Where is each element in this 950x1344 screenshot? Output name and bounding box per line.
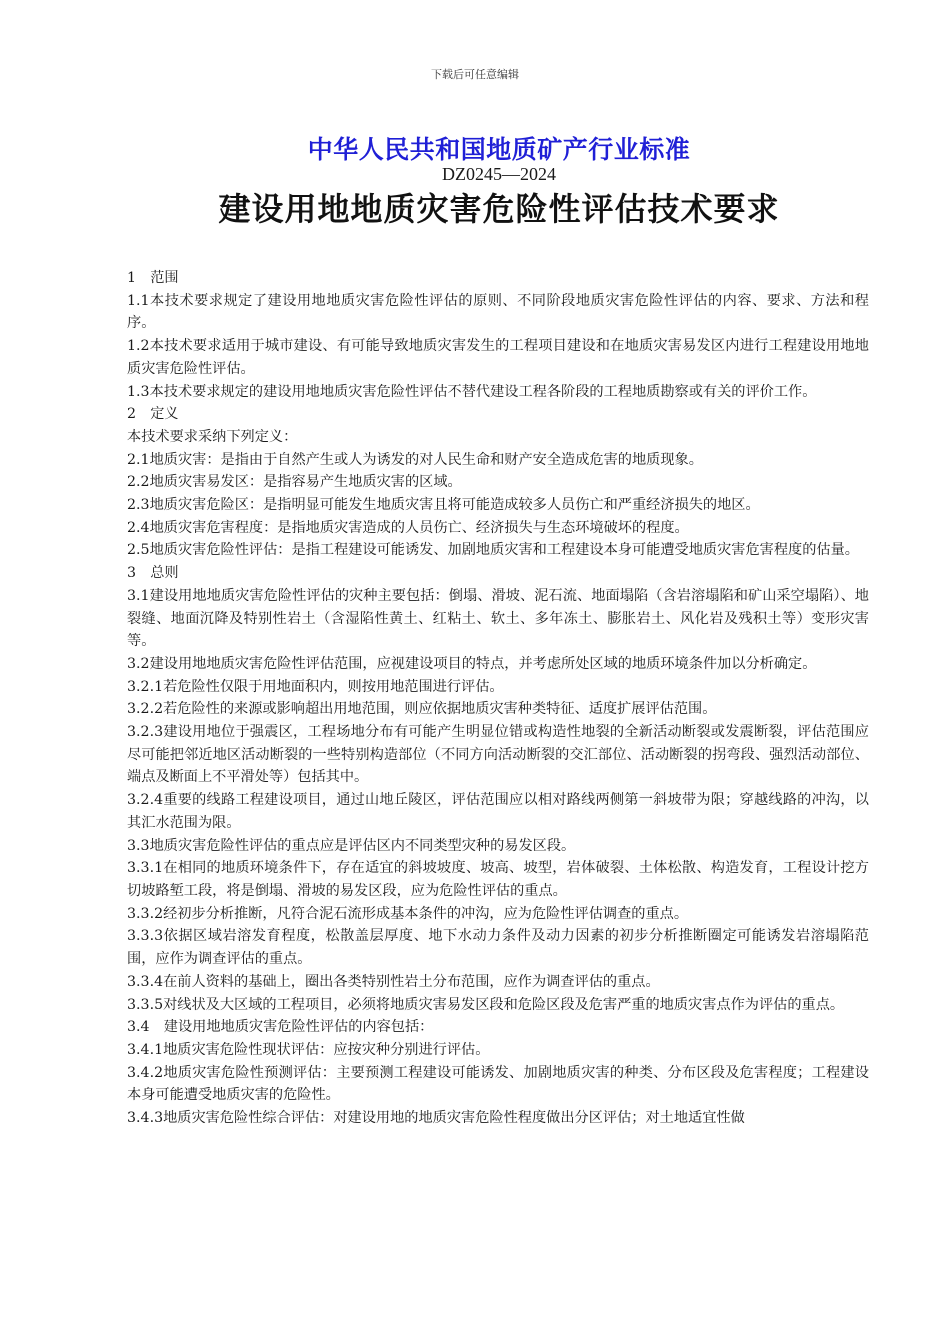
standard-code: DZ0245—2024 xyxy=(442,164,556,184)
paragraph: 本技术要求采纳下列定义： xyxy=(127,428,298,445)
paragraph: 3.1建设用地地质灾害危险性评估的灾种主要包括：倒塌、滑坡、泥石流、地面塌陷（含岩溶塌陷和矿山采空塌陷）、地裂缝、地面沉降及特别性岩土（含湿陷性黄土、红粘土、软土、多年冻土、膨胀岩土、风化岩及残积土等）变形灾害等。 xyxy=(127,587,869,650)
paragraph: 1.3本技术要求规定的建设用地地质灾害危险性评估不替代建设工程各阶段的工程地质勘察或有关的评价工作。 xyxy=(127,383,817,400)
paragraph: 3.2.3建设用地位于强震区，工程场地分布有可能产生明显位错或构造性地裂的全新活动断裂或发震断裂，评估范围应尽可能把邻近地区活动断裂的一些特别构造部位（不同方向活动断裂的交汇部位、活动断裂的拐弯段、强烈活动部位、端点及断面上不平滑处等）包括其中。 xyxy=(127,724,869,786)
paragraph: 3.2建设用地地质灾害危险性评估范围，应视建设项目的特点，并考虑所处区域的地质环境条件加以分析确定。 xyxy=(127,655,817,672)
paragraph: 3.2.2若危险性的来源或影响超出用地范围，则应依据地质灾害种类特征、适度扩展评估范围。 xyxy=(127,701,717,718)
paragraph: 1.2本技术要求适用于城市建设、有可能导致地质灾害发生的工程项目建设和在地质灾害易发区内进行工程建设用地地质灾害危险性评估。 xyxy=(127,338,869,377)
paragraph: 2.4地质灾害危害程度：是指地质灾害造成的人员伤亡、经济损失与生态环境破坏的程度。 xyxy=(127,519,689,536)
document-title: 建设用地地质灾害危险性评估技术要求 xyxy=(218,190,780,228)
paragraph: 3.3.5对线状及大区域的工程项目，必须将地质灾害易发区段和危险区段及危害严重的地质灾害点作为评估的重点。 xyxy=(127,996,845,1013)
paragraph: 3.2.4重要的线路工程建设项目，通过山地丘陵区，评估范围应以相对路线两侧第一斜坡带为限；穿越线路的冲沟，以其汇水范围为限。 xyxy=(127,792,869,831)
paragraph: 3.3地质灾害危险性评估的重点应是评估区内不同类型灾种的易发区段。 xyxy=(127,837,576,854)
paragraph: 2.1地质灾害：是指由于自然产生或人为诱发的对人民生命和财产安全造成危害的地质现象。 xyxy=(127,451,703,468)
paragraph: 3.2.1若危险性仅限于用地面积内，则按用地范围进行评估。 xyxy=(127,678,504,695)
paragraph: 2.5地质灾害危险性评估：是指工程建设可能诱发、加剧地质灾害和工程建设本身可能遭受地质灾害危害程度的估量。 xyxy=(127,542,859,559)
section-heading-scope: 1 范围 xyxy=(127,270,179,286)
document-body xyxy=(127,267,869,1130)
section-heading-general: 3 总则 xyxy=(127,565,179,582)
paragraph: 2.2地质灾害易发区：是指容易产生地质灾害的区域。 xyxy=(127,474,462,491)
standard-name: 中华人民共和国地质矿产行业标准 xyxy=(307,135,691,164)
header-note: 下载后可任意编辑 xyxy=(431,68,519,81)
paragraph: 3.4.1地质灾害危险性现状评估：应按灾种分别进行评估。 xyxy=(127,1041,490,1058)
paragraph: 3.3.3依据区域岩溶发育程度，松散盖层厚度、地下水动力条件及动力因素的初步分析推断圈定可能诱发岩溶塌陷范围，应作为调查评估的重点。 xyxy=(127,928,869,968)
paragraph: 3.3.4在前人资料的基础上，圈出各类特别性岩土分布范围，应作为调查评估的重点。 xyxy=(127,973,660,990)
paragraph: 3.4.3地质灾害危险性综合评估：对建设用地的地质灾害危险性程度做出分区评估；对土地适宜性做 xyxy=(127,1110,745,1127)
paragraph: 3.3.1在相同的地质环境条件下，存在适宜的斜坡坡度、坡高、坡型，岩体破裂、土体松散、构造发育，工程设计挖方切坡路堑工段，将是倒塌、滑坡的易发区段，应为危险性评估的重点。 xyxy=(127,860,869,899)
section-heading-definitions: 2 定义 xyxy=(127,406,179,423)
paragraph: 3.3.2经初步分析推断，凡符合泥石流形成基本条件的冲沟，应为危险性评估调查的重点。 xyxy=(127,905,689,922)
paragraph: 3.4.2地质灾害危险性预测评估：主要预测工程建设可能诱发、加剧地质灾害的种类、分布区段及危害程度；工程建设本身可能遭受地质灾害的危险性。 xyxy=(127,1064,869,1104)
paragraph: 1.1本技术要求规定了建设用地地质灾害危险性评估的原则、不同阶段地质灾害危险性评估的内容、要求、方法和程序。 xyxy=(127,292,869,332)
paragraph: 3.4 建设用地地质灾害危险性评估的内容包括： xyxy=(127,1019,434,1036)
paragraph: 2.3地质灾害危险区：是指明显可能发生地质灾害且将可能造成较多人员伤亡和严重经济损失的地区。 xyxy=(127,497,760,514)
